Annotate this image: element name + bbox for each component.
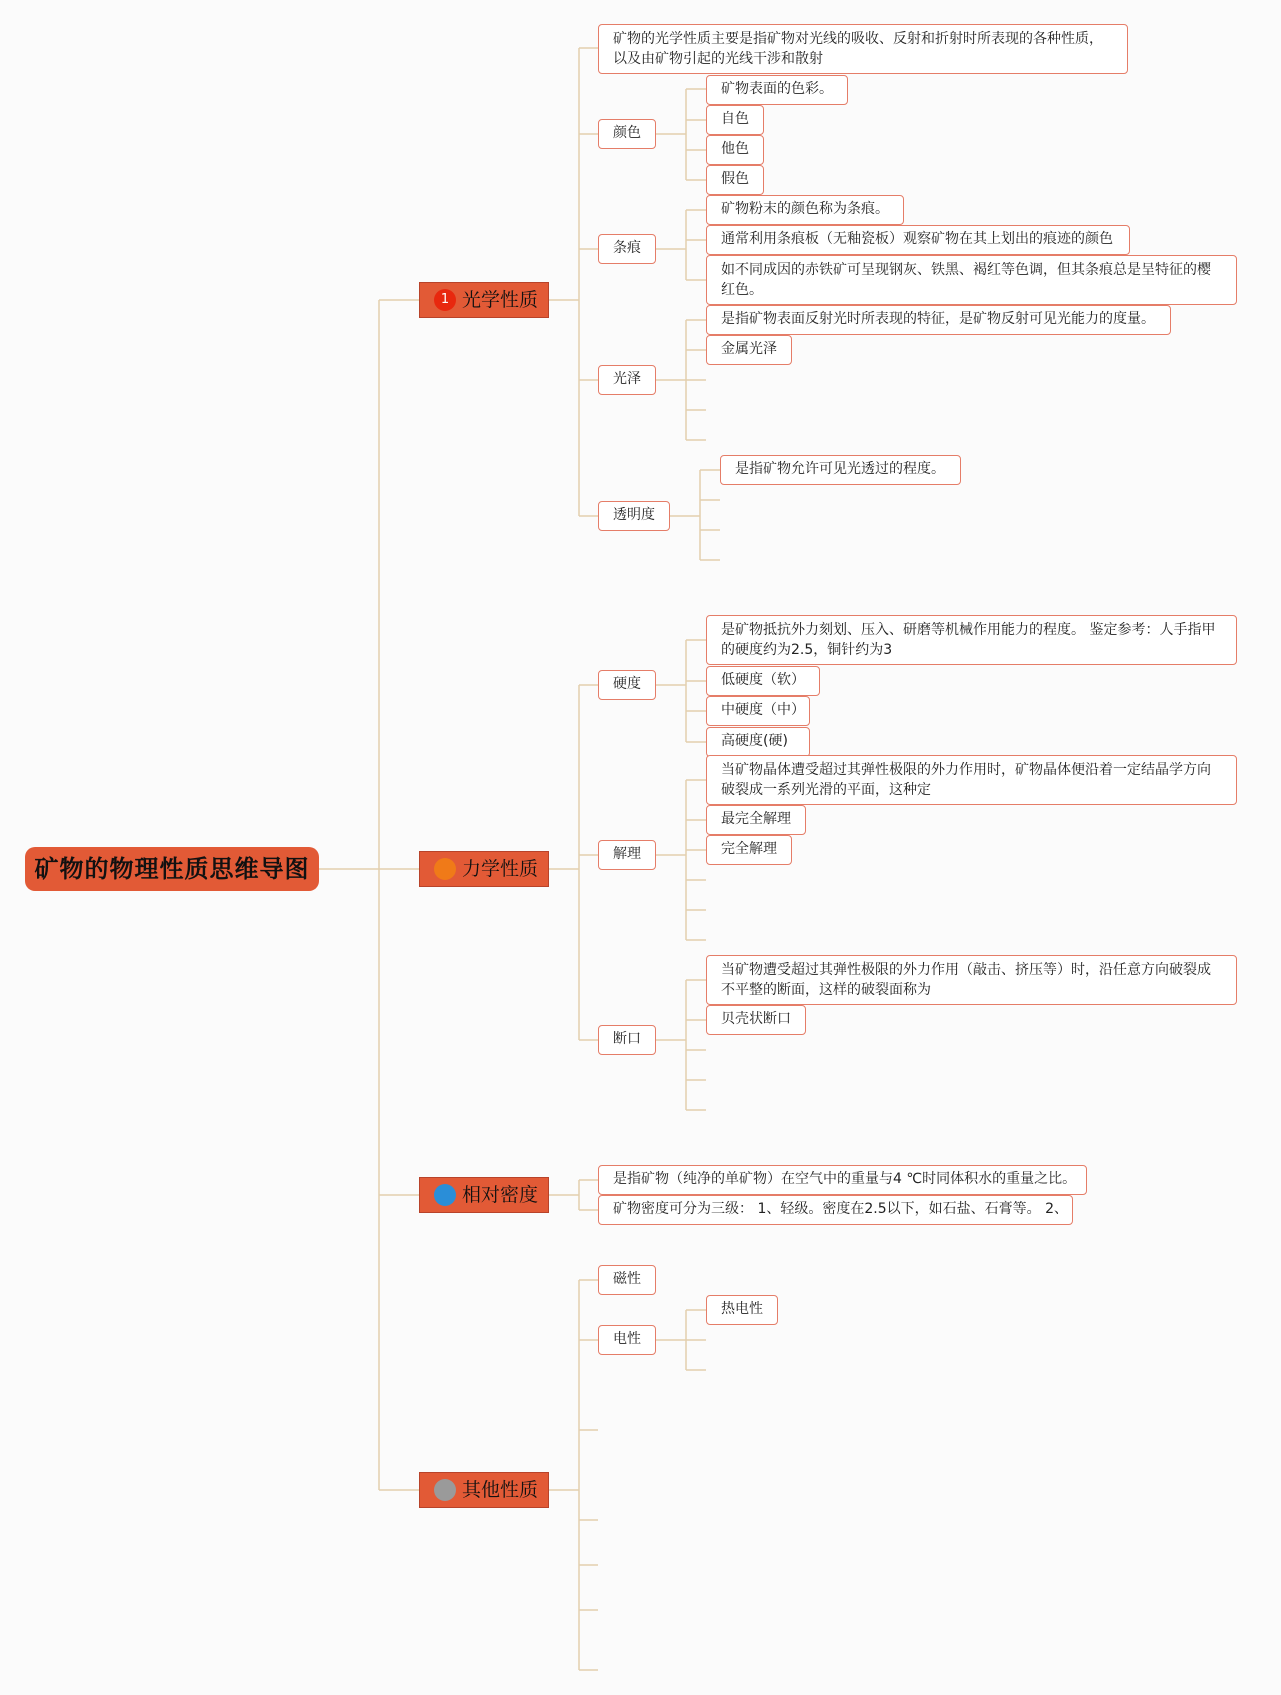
hardness-item[interactable]: 高硬度(硬) — [706, 727, 810, 757]
hardness-item[interactable]: 是矿物抵抗外力刻划、压入、研磨等机械作用能力的程度。 鉴定参考：人手指甲的硬度约为2.5，铜针约为3 — [706, 615, 1237, 665]
number-badge-icon: 1 — [434, 289, 456, 311]
streak-item[interactable]: 通常利用条痕板（无釉瓷板）观察矿物在其上划出的痕迹的颜色 — [706, 225, 1130, 255]
topic-color[interactable]: 颜色 — [598, 119, 656, 149]
cleavage-item[interactable]: 最完全解理 — [706, 805, 806, 835]
topic-fracture[interactable]: 断口 — [598, 1025, 656, 1055]
luster-item[interactable]: 是指矿物表面反射光时所表现的特征，是矿物反射可见光能力的度量。 — [706, 305, 1171, 335]
hardness-item[interactable]: 中硬度（中） — [706, 696, 810, 726]
branch-optical[interactable] — [419, 282, 549, 318]
root-topic[interactable]: 矿物的物理性质思维导图 — [25, 847, 319, 891]
branch-other[interactable] — [419, 1472, 549, 1508]
topic-cleavage[interactable]: 解理 — [598, 840, 656, 870]
fracture-item[interactable]: 当矿物遭受超过其弹性极限的外力作用（敲击、挤压等）时，沿任意方向破裂成不平整的断面，这样的破裂面称为 — [706, 955, 1237, 1005]
color-item[interactable]: 他色 — [706, 135, 764, 165]
gray-dot-icon — [434, 1479, 456, 1501]
optical-intro[interactable]: 矿物的光学性质主要是指矿物对光线的吸收、反射和折射时所表现的各种性质，以及由矿物引起的光线干涉和散射 — [598, 24, 1128, 74]
branch-label: 相对密度 — [462, 1184, 539, 1206]
topic-luster[interactable]: 光泽 — [598, 365, 656, 395]
transparency-item[interactable]: 是指矿物允许可见光透过的程度。 — [720, 455, 961, 485]
blue-dot-icon — [434, 1184, 456, 1206]
branch-density[interactable] — [419, 1177, 549, 1213]
density-item[interactable]: 矿物密度可分为三级： 1、轻级。密度在2.5以下，如石盐、石膏等。 2、 — [598, 1195, 1073, 1225]
topic-hardness[interactable]: 硬度 — [598, 670, 656, 700]
cleavage-item[interactable]: 完全解理 — [706, 835, 792, 865]
streak-item[interactable]: 矿物粉末的颜色称为条痕。 — [706, 195, 904, 225]
luster-item[interactable]: 金属光泽 — [706, 335, 792, 365]
branch-label: 力学性质 — [462, 858, 539, 880]
topic-streak[interactable]: 条痕 — [598, 234, 656, 264]
branch-label: 光学性质 — [462, 289, 539, 311]
electric-item[interactable]: 热电性 — [706, 1295, 778, 1325]
branch-mechanical[interactable] — [419, 851, 549, 887]
color-item[interactable]: 自色 — [706, 105, 764, 135]
color-item[interactable]: 矿物表面的色彩。 — [706, 75, 848, 105]
topic-transparency[interactable]: 透明度 — [598, 501, 670, 531]
fracture-item[interactable]: 贝壳状断口 — [706, 1005, 806, 1035]
streak-item[interactable]: 如不同成因的赤铁矿可呈现钢灰、铁黑、褐红等色调，但其条痕总是呈特征的樱红色。 — [706, 255, 1237, 305]
color-item[interactable]: 假色 — [706, 165, 764, 195]
hardness-item[interactable]: 低硬度（软） — [706, 666, 820, 696]
orange-dot-icon — [434, 858, 456, 880]
topic-electric[interactable]: 电性 — [598, 1325, 656, 1355]
density-item[interactable]: 是指矿物（纯净的单矿物）在空气中的重量与4 ℃时同体积水的重量之比。 — [598, 1165, 1087, 1195]
branch-label: 其他性质 — [462, 1479, 539, 1501]
topic-magnetism[interactable]: 磁性 — [598, 1265, 656, 1295]
cleavage-item[interactable]: 当矿物晶体遭受超过其弹性极限的外力作用时，矿物晶体便沿着一定结晶学方向破裂成一系列光滑的平面，这种定 — [706, 755, 1237, 805]
